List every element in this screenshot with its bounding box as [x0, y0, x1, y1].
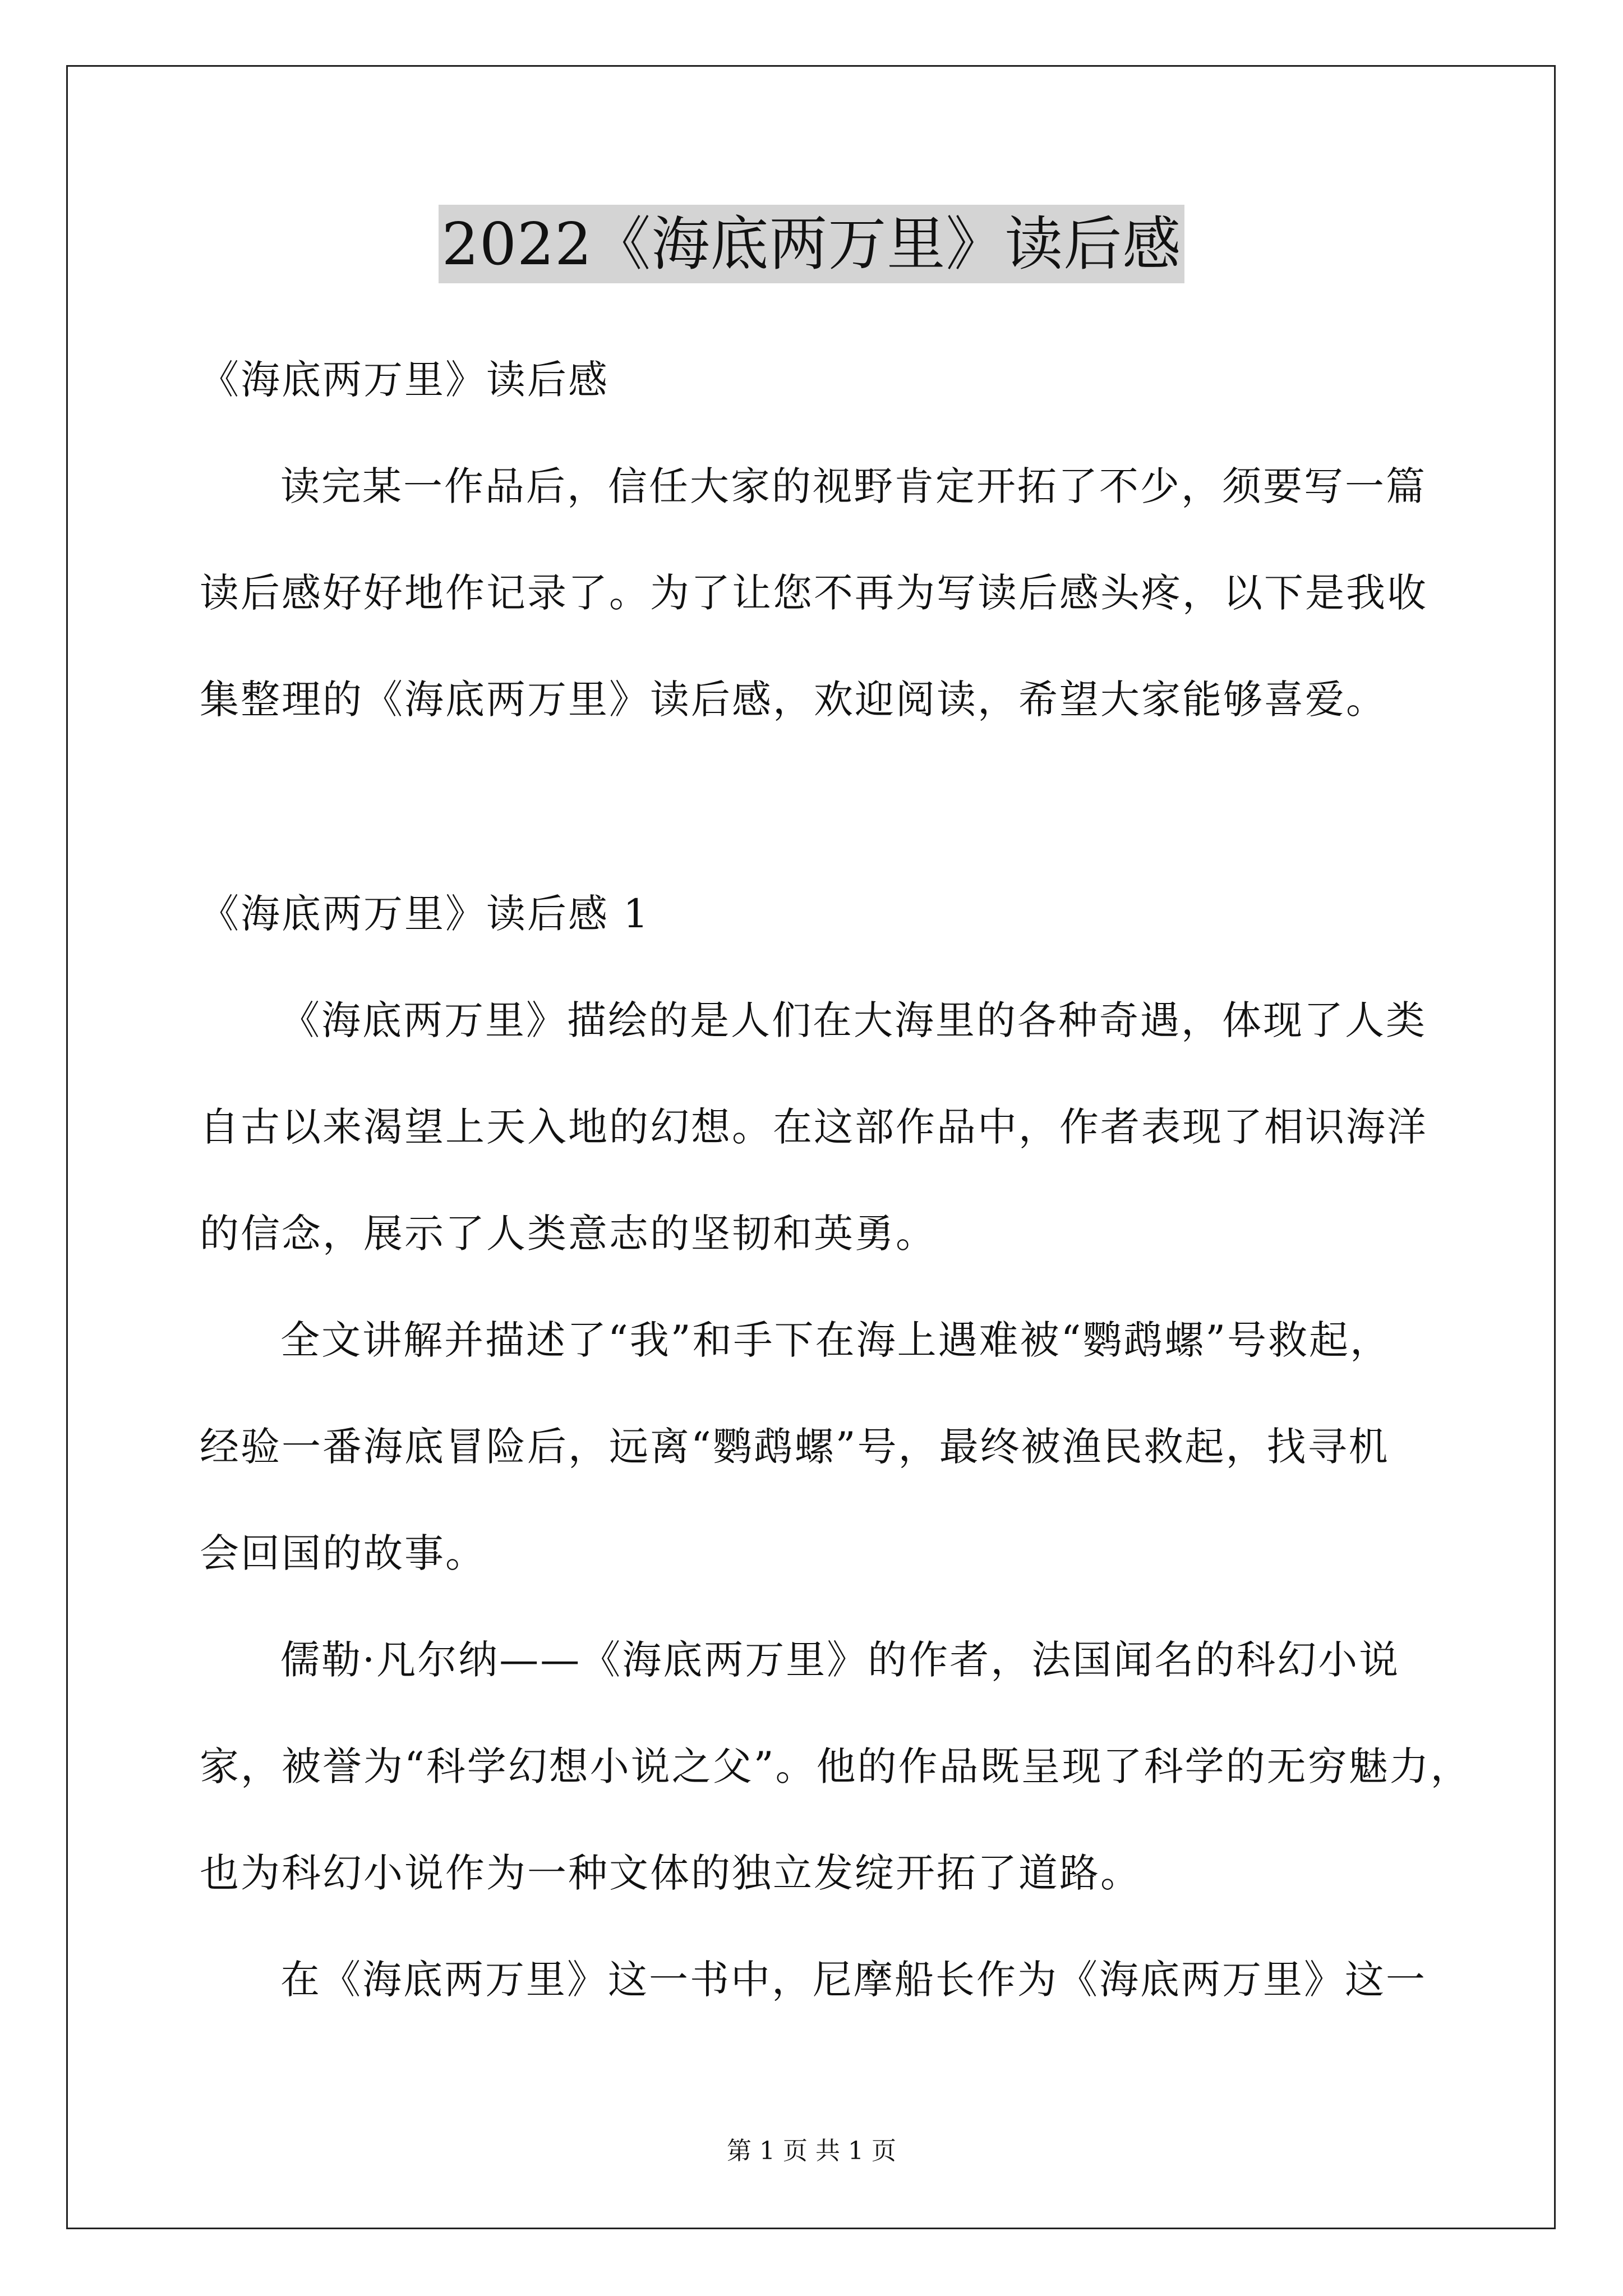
page-number-footer: 第 1 页 共 1 页	[727, 2137, 896, 2165]
section-heading: 《海底两万里》读后感	[200, 357, 609, 403]
document-title: 2022《海底两万里》读后感	[439, 205, 1185, 283]
paragraph-line: 也为科幻小说作为一种文体的独立发绽开拓了道路。	[200, 1850, 1141, 1896]
paragraph-line: 《海底两万里》描绘的是人们在大海里的各种奇遇，体现了人类	[280, 997, 1427, 1043]
paragraph-line: 儒勒·凡尔纳——《海底两万里》的作者，法国闻名的科幻小说	[280, 1637, 1400, 1683]
title-container	[0, 205, 1623, 283]
paragraph-line: 会回国的故事。	[200, 1530, 486, 1576]
paragraph-line: 经验一番海底冒险后，远离“鹦鹉螺”号，最终被渔民救起，找寻机	[200, 1424, 1390, 1470]
paragraph-line: 家，被誉为“科学幻想小说之父”。他的作品既呈现了科学的无穷魅力，	[200, 1743, 1472, 1789]
section-heading: 《海底两万里》读后感 1	[200, 891, 650, 937]
paragraph-line: 全文讲解并描述了“我”和手下在海上遇难被“鹦鹉螺”号救起，	[280, 1317, 1391, 1363]
paragraph-line: 读完某一作品后，信任大家的视野肯定开拓了不少，须要写一篇	[280, 463, 1427, 509]
paragraph-line: 的信念，展示了人类意志的坚韧和英勇。	[200, 1211, 937, 1257]
paragraph-line: 集整理的《海底两万里》读后感，欢迎阅读，希望大家能够喜爱。	[200, 677, 1387, 723]
paragraph-line: 读后感好好地作记录了。为了让您不再为写读后感头疼，以下是我收	[200, 570, 1428, 616]
paragraph-line: 在《海底两万里》这一书中，尼摩船长作为《海底两万里》这一	[280, 1957, 1427, 2003]
paragraph-line: 自古以来渴望上天入地的幻想。在这部作品中，作者表现了相识海洋	[200, 1104, 1428, 1150]
